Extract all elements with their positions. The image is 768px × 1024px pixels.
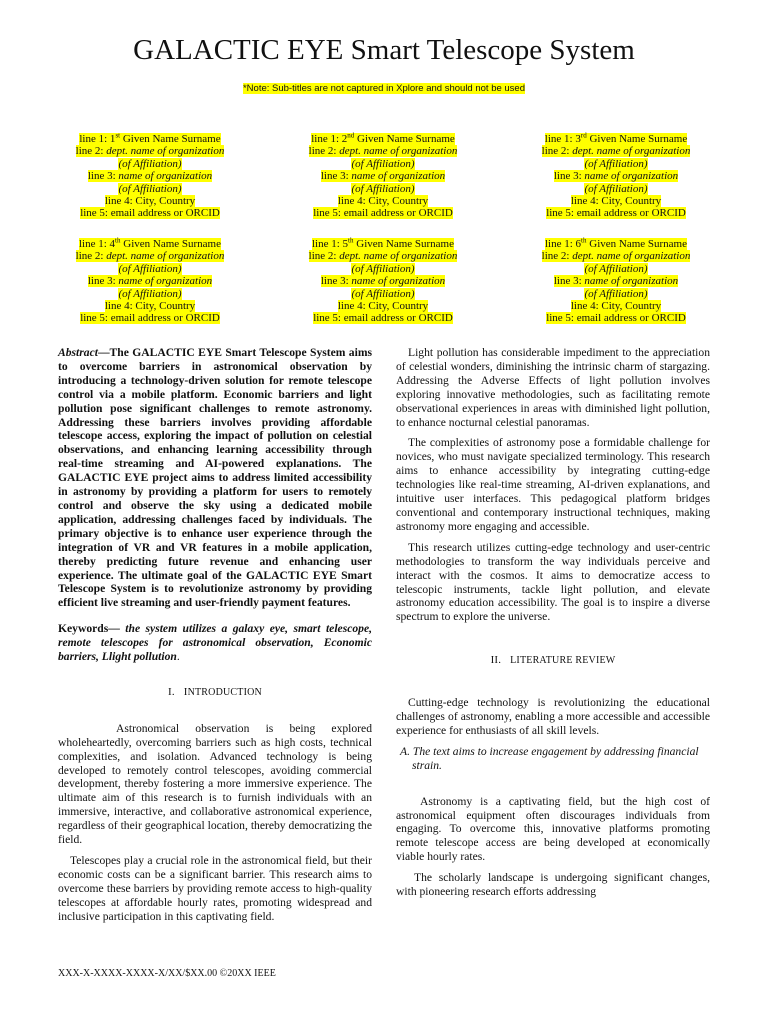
abstract: Abstract—The GALACTIC EYE Smart Telescope System aims to overcome barriers in astronomical observation by introducing a technology-driven solution for remote telescope control via a mobile platform. Economic barriers and light pollution pose significant challenges to remote astronomy. Addressing these barriers involves providing affordable telescope access, exploring the impact of pollution on celestial observations, and enhancing learning accessibility through real-time streaming and AI-powered explanations. The GALACTIC EYE project aims to address limited accessibility in astronomy by providing a platform for users to remotely control and observe the sky using a dedicated mobile application, addressing challenges faced by individuals. The primary objective is to enhance user experience through the integration of VR and VR features in a mobile application, thereby predicting future revenue and enhancing user experience. The ultimate goal of the GALACTIC EYE Smart Telescope System is to revolutionize astronomy by providing efficient live streaming and user-friendly payment features. [58,346,372,610]
author-block-2: line 1: 2nd Given Name Surname line 2: dept. name of organization (of Affiliation) line 3: name of organization (of Affiliation) line 4: City, Country line 5: email address or ORCID [308,131,458,220]
author-block-4: line 1: 4th Given Name Surname line 2: dept. name of organization (of Affiliation) line 3: name of organization (of Affiliation) line 4: City, Country line 5: email address or ORCID [75,236,225,325]
intro-paragraph-2: Telescopes play a crucial role in the astronomical field, but their economic costs can be a significant barrier. This research aims to overcome these barriers by providing remote access to high-quality telescopes at affordable hourly rates, promoting widespread and inclusive participation in this captivating field. [58,854,372,923]
subsection-a-heading: A. The text aims to increase engagement by addressing financial strain. [400,744,699,772]
subtitle-note: *Note: Sub-titles are not captured in Xplore and should not be used [242,83,526,94]
author-block-6: line 1: 6th Given Name Surname line 2: dept. name of organization (of Affiliation) line 3: name of organization (of Affiliation) line 4: City, Country line 5: email address or ORCID [541,236,691,325]
lit-paragraph-2: Astronomy is a captivating field, but the high cost of astronomical equipment often discourages individuals from engaging. To overcome this, innovative platforms promoting remote telescope access are being developed at economically viable hourly rates. [396,794,710,864]
right-paragraph-2: The complexities of astronomy pose a formidable challenge for novices, who must navigate specialized terminology. This research aims to enhance accessibility by integrating cutting-edge technologies like real-time streaming, AI-driven explanations, and intuitive user interfaces. This pedagogical platform bridges conventional and contemporary instructional techniques, making astronomy more engaging and accessible. [396,436,710,533]
left-column [58,346,372,931]
right-paragraph-1: Light pollution has considerable impediment to the appreciation of celestial wonders, diminishing the intrinsic charm of stargazing. Addressing the Adverse Effects of light pollution involves exploring innovative methodologies, such as facilitating remote observational experiences in areas with diminished light pollution, to enhance nocturnal celestial panoramas. [396,346,710,429]
right-column [396,346,710,906]
lit-paragraph-1: Cutting-edge technology is revolutionizing the educational challenges of astronomy, enabling a more accessible and accessible experience for enthusiasts of all skill levels. [396,696,710,737]
copyright-footer: XXX-X-XXXX-XXXX-X/XX/$XX.00 ©20XX IEEE [58,968,276,979]
right-paragraph-3: This research utilizes cutting-edge technology and user-centric methodologies to transform the way individuals perceive and interact with the cosmos. It aims to democratize access to telescopic instruments, tackle light pollution, and elevate astronomy education accessibility. The goal is to inspire a diverse spectrum to explore the universe. [396,540,710,624]
author-block-3: line 1: 3rd Given Name Surname line 2: dept. name of organization (of Affiliation) line 3: name of organization (of Affiliation) line 4: City, Country line 5: email address or ORCID [541,131,691,220]
section-heading-literature-review: II. LITERATURE REVIEW [490,654,616,667]
paper-title: GALACTIC EYE Smart Telescope System [133,34,635,66]
author-block-5: line 1: 5th Given Name Surname line 2: dept. name of organization (of Affiliation) line 3: name of organization (of Affiliation) line 4: City, Country line 5: email address or ORCID [308,236,458,325]
keywords: Keywords— the system utilizes a galaxy eye, smart telescope, remote telescopes for astronomical observation, Economic barriers, Llight pollution. [58,622,372,664]
intro-paragraph-1: Astronomical observation is being explored wholeheartedly, overcoming barriers such as high costs, technical complexities, and isolation. Advanced technology is being developed to remotely control telescopes, avoiding commercial development, thereby fostering a more immersive experience. The ultimate aim of this research is to furnish individuals with an immersive, interactive, and collaborative astronomical experience, regardless of their geographical location, thereby democratizing the field. [58,721,372,847]
author-block-1: line 1: 1st Given Name Surname line 2: dept. name of organization (of Affiliation) line 3: name of organization (of Affiliation) line 4: City, Country line 5: email address or ORCID [75,131,225,220]
section-heading-introduction: I. INTRODUCTION [168,685,262,698]
lit-paragraph-3: The scholarly landscape is undergoing significant changes, with pioneering research efforts addressing [396,871,710,899]
